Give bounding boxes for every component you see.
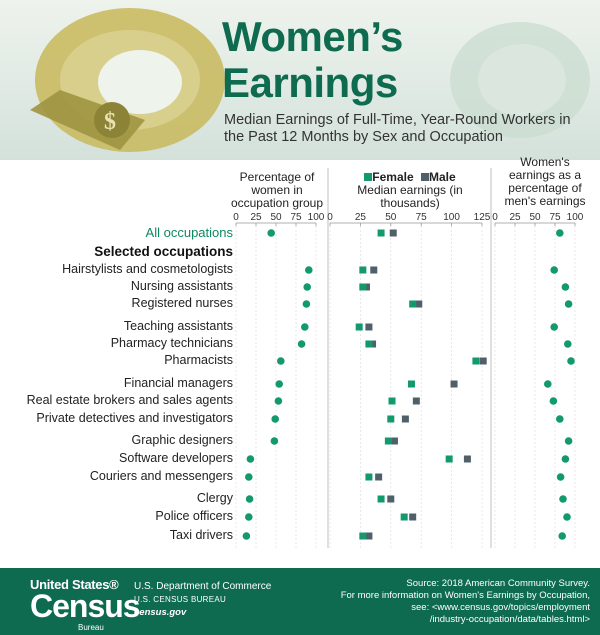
census-logo-sub: Bureau xyxy=(78,623,104,632)
male-earnings-mark xyxy=(391,438,398,445)
occupation-label: Police officers xyxy=(155,509,233,523)
occupation-label: Registered nurses xyxy=(131,296,233,310)
tick-label: 100 xyxy=(307,212,325,223)
female-earnings-mark xyxy=(389,398,396,405)
male-earnings-mark xyxy=(365,533,372,540)
male-earnings-mark xyxy=(402,416,409,423)
census-link[interactable]: census.gov xyxy=(134,607,187,618)
pct-women-dot xyxy=(277,357,285,365)
source-line4[interactable]: /industry-occupation/data/tables.html> xyxy=(429,614,590,625)
tick-label: 75 xyxy=(415,212,427,223)
ratio-dot xyxy=(550,323,558,331)
male-earnings-mark xyxy=(365,324,372,331)
page-subtitle: Median Earnings of Full-Time, Year-Round Workers in the Past 12 Months by Sex and Occupation xyxy=(224,112,571,145)
occupation-label: Graphic designers xyxy=(131,433,233,447)
male-earnings-mark xyxy=(413,398,420,405)
census-logo-top: United States® xyxy=(30,577,119,592)
occupation-label: Financial managers xyxy=(123,376,233,390)
tick-label: 0 xyxy=(327,212,333,223)
all-occupations-label: All occupations xyxy=(145,225,233,240)
pct-women-dot xyxy=(298,340,306,348)
ratio-dot xyxy=(565,437,573,445)
dept-line2: U.S. CENSUS BUREAU xyxy=(134,595,227,604)
tick-label: 25 xyxy=(354,212,366,223)
pct-women-header: Percentage of women in occupation group xyxy=(230,170,324,210)
pct-women-dot xyxy=(271,437,279,445)
male-earnings-mark xyxy=(464,456,471,463)
male-earnings-mark xyxy=(375,474,382,481)
tick-label: 50 xyxy=(385,212,397,223)
female-earnings-mark xyxy=(365,341,372,348)
occupation-label: Pharmacists xyxy=(164,353,233,367)
occupation-label: Nursing assistants xyxy=(130,279,233,293)
female-earnings-mark xyxy=(359,284,366,291)
tick-label: 125 xyxy=(473,212,491,223)
ratio-dot xyxy=(562,283,570,291)
ratio-header: Women's earnings as a percentage of men's earnings xyxy=(504,155,586,208)
pct-women-dot xyxy=(267,229,275,237)
female-earnings-mark xyxy=(378,496,385,503)
selected-occupations-label: Selected occupations xyxy=(94,244,233,259)
female-earnings-mark xyxy=(401,514,408,521)
female-earnings-mark xyxy=(409,301,416,308)
tick-label: 100 xyxy=(443,212,460,223)
female-earnings-mark xyxy=(446,456,453,463)
tick-label: 0 xyxy=(233,212,239,223)
pct-women-dot xyxy=(275,380,283,388)
pct-women-dot xyxy=(303,300,311,308)
pct-women-dot xyxy=(303,283,311,291)
tick-label: 75 xyxy=(549,212,561,223)
occupation-label: Real estate brokers and sales agents xyxy=(26,393,233,407)
tick-label: 50 xyxy=(270,212,282,223)
pct-women-dot xyxy=(245,473,253,481)
svg-text:$: $ xyxy=(104,109,116,135)
tick-label: 25 xyxy=(250,212,262,223)
legend-female-label: Female xyxy=(372,170,414,184)
pct-women-dot xyxy=(243,532,251,540)
page-title: Women’s Earnings xyxy=(222,13,403,106)
pct-women-dot xyxy=(246,495,254,503)
pct-women-dot xyxy=(245,513,253,521)
pct-women-dot xyxy=(305,266,313,274)
occupation-label: Pharmacy technicians xyxy=(110,336,233,350)
census-logo: Census xyxy=(30,588,140,624)
ratio-dot xyxy=(556,229,564,237)
male-earnings-mark xyxy=(451,381,458,388)
ratio-dot xyxy=(558,532,566,540)
earnings-header-text: Median earnings (in thousands) xyxy=(357,183,463,210)
legend-male-label: Male xyxy=(429,170,456,184)
female-earnings-mark xyxy=(365,474,372,481)
female-earnings-mark xyxy=(472,358,479,365)
source-note xyxy=(290,578,590,626)
pct-women-dot xyxy=(271,415,279,423)
female-earnings-mark xyxy=(359,533,366,540)
tick-label: 100 xyxy=(566,212,584,223)
occupation-label: Hairstylists and cosmetologists xyxy=(62,262,233,276)
ratio-dot xyxy=(557,473,565,481)
male-earnings-mark xyxy=(370,267,377,274)
female-earnings-mark xyxy=(408,381,415,388)
source-line2: For more information on Women's Earnings by Occupation, xyxy=(340,590,590,601)
ratio-dot xyxy=(563,513,571,521)
ratio-dot xyxy=(550,266,558,274)
ratio-dot xyxy=(562,455,570,463)
tick-label: 25 xyxy=(509,212,521,223)
ratio-dot xyxy=(544,380,552,388)
ratio-dot xyxy=(556,415,564,423)
female-earnings-mark xyxy=(387,416,394,423)
male-earnings-mark xyxy=(480,358,487,365)
dept-line1: U.S. Department of Commerce xyxy=(134,581,272,592)
female-earnings-mark xyxy=(359,267,366,274)
pct-women-dot xyxy=(275,397,283,405)
pct-women-dot xyxy=(247,455,255,463)
ratio-dot xyxy=(550,397,558,405)
female-earnings-mark xyxy=(378,230,385,237)
tick-label: 75 xyxy=(290,212,302,223)
pct-women-dot xyxy=(301,323,309,331)
footer xyxy=(0,568,600,635)
female-earnings-mark xyxy=(385,438,392,445)
ratio-dot xyxy=(564,340,572,348)
occupation-label: Clergy xyxy=(196,491,233,505)
male-earnings-mark xyxy=(415,301,422,308)
ratio-dot xyxy=(565,300,573,308)
department-info xyxy=(134,580,271,619)
female-earnings-mark xyxy=(356,324,363,331)
occupation-label: Software developers xyxy=(119,451,233,465)
occupation-label: Taxi drivers xyxy=(169,528,233,542)
ratio-dot xyxy=(567,357,575,365)
occupation-label: Teaching assistants xyxy=(123,319,233,333)
tick-label: 50 xyxy=(529,212,541,223)
male-earnings-mark xyxy=(387,496,394,503)
source-line1: Source: 2018 American Community Survey. xyxy=(406,578,590,589)
occupation-label: Couriers and messengers xyxy=(89,469,233,483)
male-earnings-mark xyxy=(390,230,397,237)
source-line3[interactable]: see: <www.census.gov/topics/employment xyxy=(411,602,590,613)
ratio-dot xyxy=(559,495,567,503)
tick-label: 0 xyxy=(492,212,498,223)
male-earnings-mark xyxy=(409,514,416,521)
occupation-label: Private detectives and investigators xyxy=(36,411,233,425)
